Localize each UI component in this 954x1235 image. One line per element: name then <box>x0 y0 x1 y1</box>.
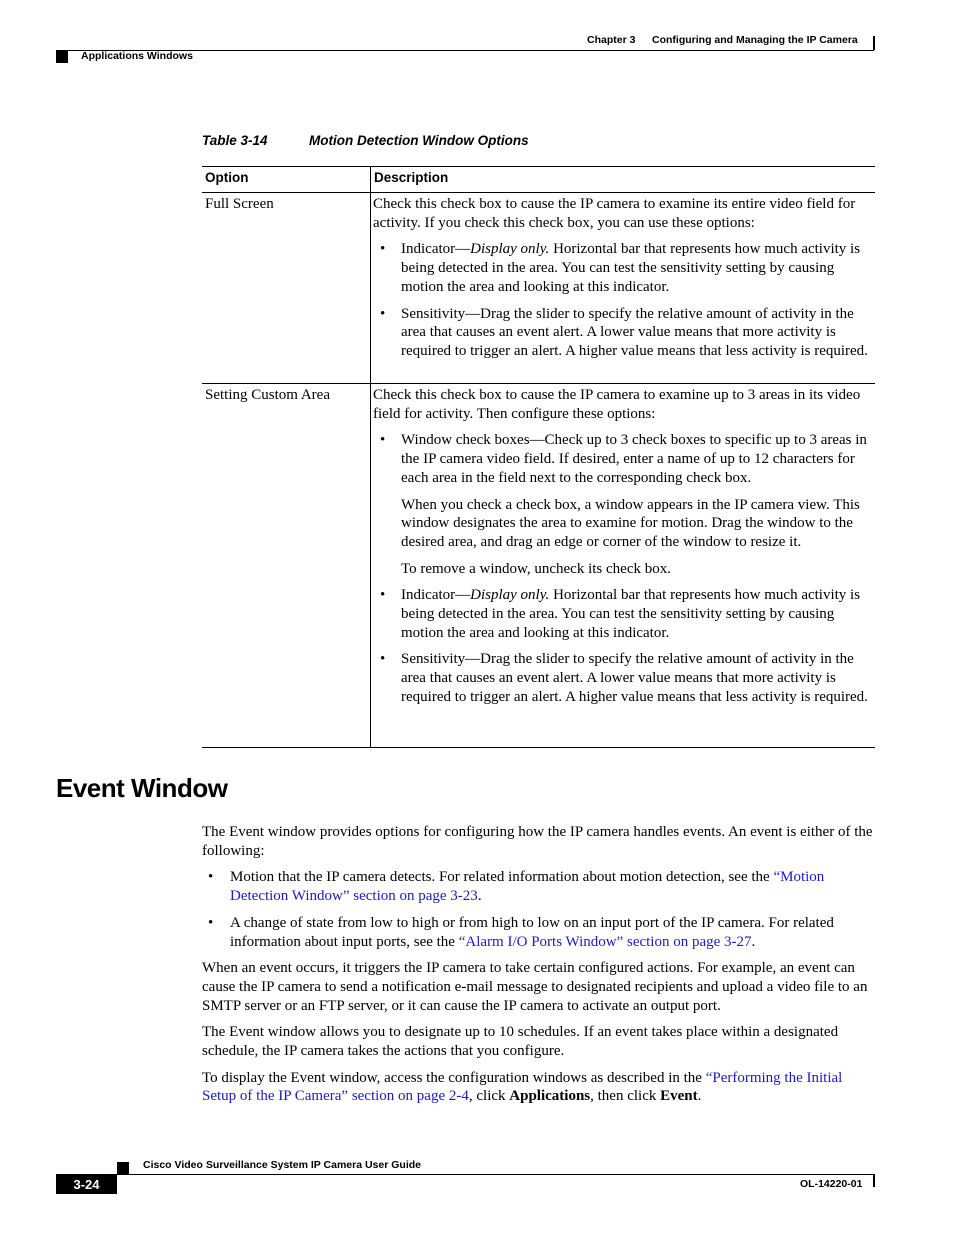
footer-doc-number: OL-14220-01 <box>800 1178 863 1190</box>
bullet: • <box>380 587 386 604</box>
list-item: • Motion that the IP camera detects. For related information about motion detection, see the “Motion Detection Window” section on page 3-23. <box>208 869 825 905</box>
section-body <box>202 823 874 1114</box>
header-section: Applications Windows <box>81 50 193 62</box>
list-item: • Indicator—Display only. Horizontal bar that represents how much activity is being detected in the area. You can test the sensitivity setting by causing motion the area and looking at this indicator. <box>380 241 861 295</box>
row-option-full-screen: Full Screen <box>205 196 274 212</box>
table-bottom-rule <box>202 747 875 748</box>
paragraph: The Event window provides options for configuring how the IP camera handles events. An event is either of the following: <box>202 824 873 859</box>
list-item: • Sensitivity—Drag the slider to specify the relative amount of activity in the area that causes an event alert. A lower value means that more activity is required to trigger an alert. A higher value means that less activity is required. <box>380 305 868 359</box>
bullet: • <box>208 869 214 886</box>
page-number: 3-24 <box>73 1177 100 1192</box>
initial-setup-link[interactable]: “Performing the Initial Setup of the IP Camera” section on page 2-4 <box>202 1069 843 1105</box>
table-caption-number: Table 3-14 <box>202 133 268 148</box>
list-item: • Sensitivity—Drag the slider to specify the relative amount of activity in the area that causes an event alert. A lower value means that more activity is required to trigger an alert. A higher value means that less activity is required. <box>380 651 868 705</box>
paragraph: To display the Event window, access the configuration windows as described in the “Performing the Initial Setup of the IP Camera” section on page 2-4, click Applications, then click Event. <box>202 1069 843 1105</box>
row-description-custom-area <box>373 386 871 715</box>
footer-rule <box>117 1174 875 1175</box>
section-heading: Event Window <box>56 773 228 803</box>
footer-guide-title: Cisco Video Surveillance System IP Camera User Guide <box>143 1159 421 1171</box>
header-chapter-title: Configuring and Managing the IP Camera <box>652 34 858 46</box>
list-item-continuation: When you check a check box, a window appears in the IP camera view. This window designates the area to examine for motion. Drag the window to the desired area, and drag an edge or corner of the window to resize it. <box>401 496 860 550</box>
row-option-custom-area: Setting Custom Area <box>205 387 330 403</box>
table-caption-title: Motion Detection Window Options <box>309 133 529 148</box>
motion-detection-link[interactable]: “Motion Detection Window” section on page 3-23 <box>230 869 825 905</box>
list-item: • Window check boxes—Check up to 3 check boxes to specific up to 3 areas in the IP camera video field. If desired, enter a name of up to 12 characters for each area in the field next to the corresponding check box. <box>380 432 867 486</box>
table-row-rule <box>202 383 875 384</box>
list-item-continuation: To remove a window, uncheck its check box. <box>401 560 671 577</box>
bullet: • <box>380 241 386 258</box>
table-header-rule <box>202 192 875 193</box>
list-item: • A change of state from low to high or from high to low on an input port of the IP camera. For related information about input ports, see the “Alarm I/O Ports Window” section on page 3-27. <box>208 914 834 950</box>
footer-tick <box>873 1175 875 1187</box>
table-column-divider <box>370 166 371 748</box>
table-top-rule <box>202 166 875 167</box>
paragraph: The Event window allows you to designate up to 10 schedules. If an event takes place within a designated schedule, the IP camera takes the actions that you configure. <box>202 1024 839 1060</box>
row-description-full-screen <box>373 195 871 369</box>
column-header-option: Option <box>205 170 249 185</box>
header-marker <box>56 51 68 63</box>
row-intro: Check this check box to cause the IP camera to examine up to 3 areas in its video field for activity. Then configure these options: <box>373 387 861 422</box>
alarm-io-ports-link[interactable]: “Alarm I/O Ports Window” section on page 3-27 <box>458 933 752 950</box>
bullet: • <box>380 651 386 668</box>
header-chapter: Chapter 3 <box>587 34 636 46</box>
bullet: • <box>208 914 214 931</box>
footer-marker <box>117 1162 129 1174</box>
bullet: • <box>380 305 386 322</box>
header-tick <box>873 36 875 50</box>
list-item: • Indicator—Display only. Horizontal bar that represents how much activity is being detected in the area. You can test the sensitivity setting by causing motion the area and looking at this indicator. <box>380 587 861 641</box>
row-intro: Check this check box to cause the IP camera to examine its entire video field for activity. If you check this check box, you can use these options: <box>373 196 856 231</box>
column-header-description: Description <box>374 170 449 185</box>
paragraph: When an event occurs, it triggers the IP camera to take certain configured actions. For example, an event can cause the IP camera to send a notification e-mail message to designated recipients and upload a video file to an SMTP server or an FTP server, or it can cause the IP camera to activate an output port. <box>202 960 868 1014</box>
bullet: • <box>380 432 386 449</box>
